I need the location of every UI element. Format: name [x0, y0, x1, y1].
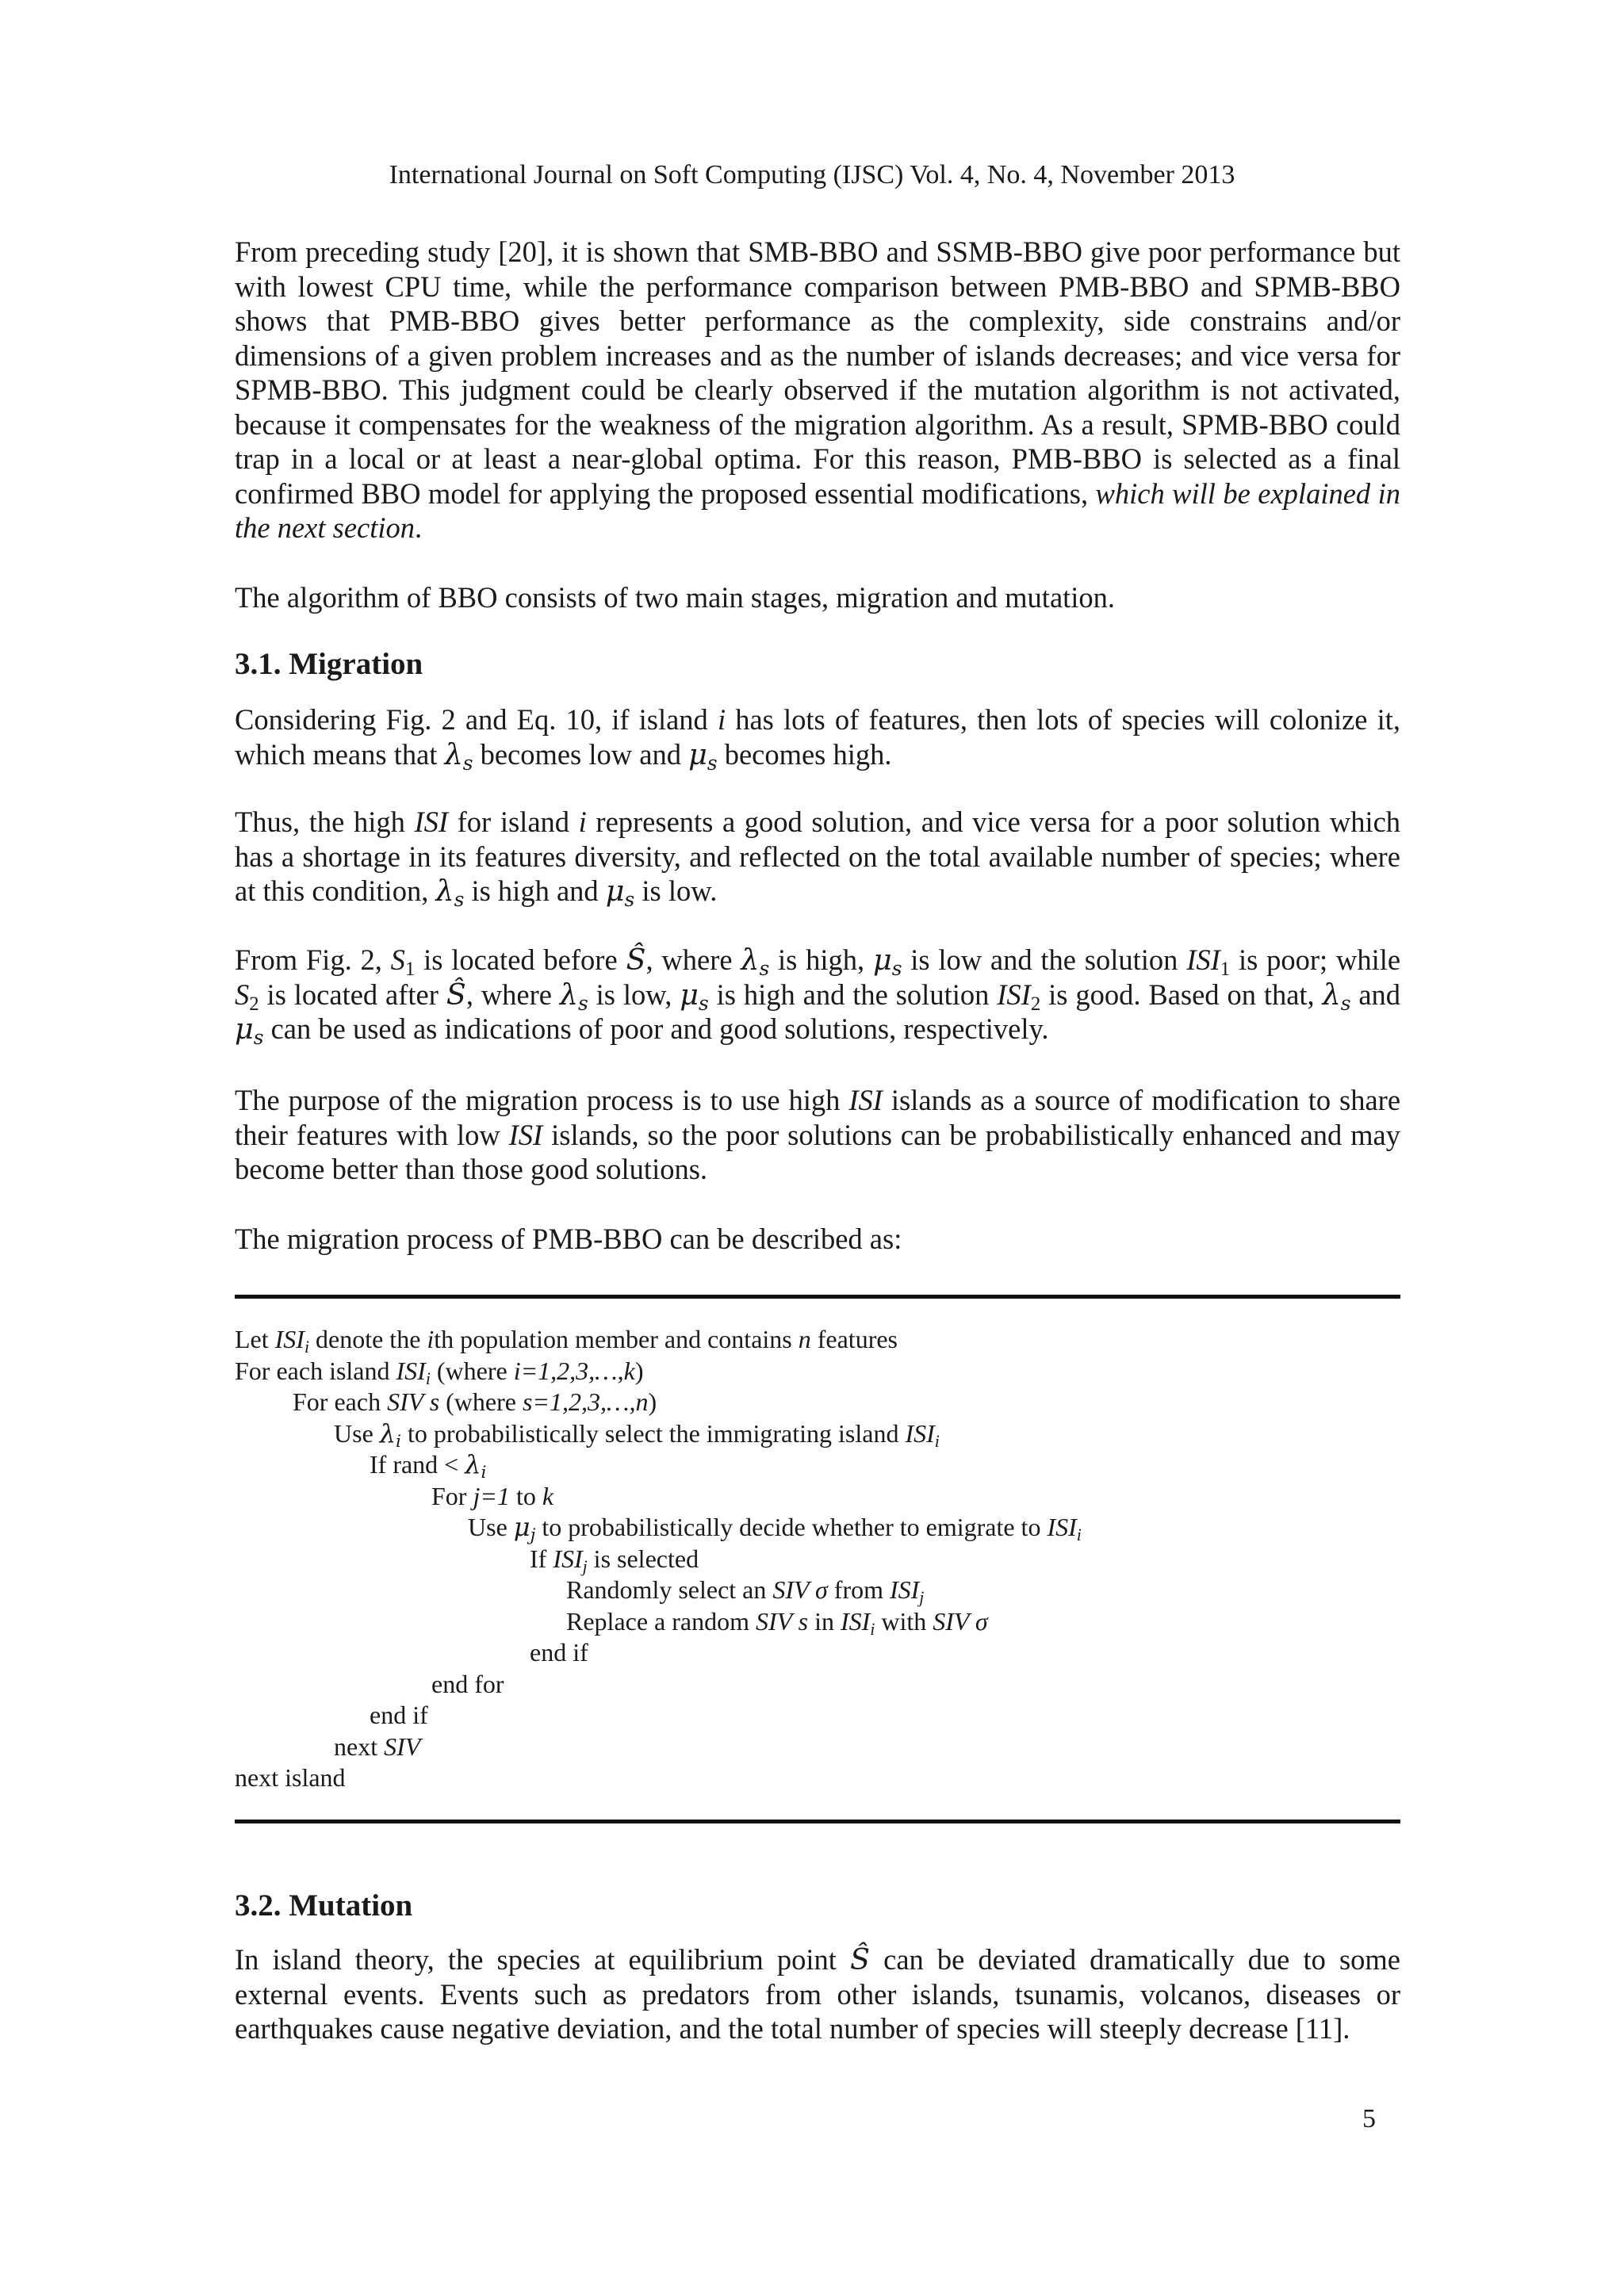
algorithm-line: end for: [431, 1669, 504, 1698]
mutation-paragraph-1: In island theory, the species at equilibrium point Ŝ can be deviated dramatically due to some external events. Events such as predators from other islands, tsunamis, volcanos, diseases or earthquakes cause negative deviation, and the total number of species will steeply decrease [11].: [235, 1942, 1400, 2045]
algorithm-top-rule: [235, 1295, 1400, 1299]
algorithm-line: Replace a random SIV s in $ISI_i$ with SIV σ: [566, 1606, 988, 1639]
migration-algorithm: [235, 1324, 1400, 1794]
migration-paragraph-2: Thus, the high ISI for island i represents a good solution, and vice versa for a poor solution which has a shortage in its features diversity, and reflected on the total available number of species; where at this condition, $\lambda_s$ is high and $\mu_s$ is low.: [235, 806, 1401, 911]
algorithm-line: For each SIV s (where s=1,2,3,…,n): [293, 1387, 657, 1416]
algorithm-line: end if: [370, 1701, 428, 1729]
intro-paragraph-2: The algorithm of BBO consists of two main stages, migration and mutation.: [235, 581, 1116, 614]
algorithm-line: Randomly select an SIV σ from $ISI_j$: [566, 1575, 925, 1608]
algorithm-bottom-rule: [235, 1820, 1400, 1823]
algorithm-line: If $ISI_j$ is selected: [530, 1544, 699, 1576]
intro-paragraph-1: From preceding study [20], it is shown that SMB-BBO and SSMB-BBO give poor performance but with lowest CPU time, while the performance comparison between PMB-BBO and SPMB-BBO shows that PMB-BBO gives better performance as the complexity, side constrains and/or dimensions of a given problem increases and as the number of islands decreases; and vice versa for SPMB-BBO. This judgment could be clearly observed if the mutation algorithm is not activated, because it compensates for the weakness of the migration algorithm. As a result, SPMB-BBO could trap in a local or at least a near-global optima. For this reason, PMB-BBO is selected as a final confirmed BBO model for applying the proposed essential modifications, which will be explained in the next section.: [235, 235, 1400, 544]
migration-paragraph-3: From Fig. 2, $S_1$ is located before Ŝ, where $\lambda_s$ is high, $\mu_s$ is low and the solution $ISI_1$ is poor; while $S_2$ is located after Ŝ, where $\lambda_s$ is low, $\mu_s$ is high and the solution $ISI_2$ is good. Based on that, $\lambda_s$ and $\mu_s$ can be used as indications of poor and good solutions, respectively.: [235, 943, 1401, 1049]
section-heading-migration: 3.1. Migration: [235, 647, 423, 681]
algorithm-line: next SIV: [334, 1732, 421, 1761]
page-number: 5: [1362, 2104, 1376, 2133]
migration-paragraph-4: The purpose of the migration process is to use high ISI islands as a source of modification to share their features with low ISI islands, so the poor solutions can be probabilistically enhanced and may become better than those good solutions.: [235, 1084, 1401, 1185]
algorithm-line: next island: [235, 1763, 346, 1792]
section-heading-mutation: 3.2. Mutation: [235, 1888, 413, 1923]
running-header: International Journal on Soft Computing (IJSC) Vol. 4, No. 4, November 2013: [389, 160, 1235, 189]
algorithm-line: Let $ISI_i$ denote the ith population member and contains n features: [235, 1325, 898, 1357]
algorithm-line: Use $\lambda_i$ to probabilistically select the immigrating island $ISI_i$: [334, 1418, 940, 1452]
algorithm-line: For j=1 to k: [431, 1481, 554, 1510]
migration-paragraph-5: The migration process of PMB-BBO can be described as:: [235, 1223, 902, 1255]
algorithm-line: For each island $ISI_i$ (where i=1,2,3,…,k): [235, 1356, 644, 1388]
algorithm-line: end if: [530, 1638, 588, 1667]
algorithm-line: If rand < $\lambda_i$: [370, 1449, 487, 1483]
algorithm-line: Use $\mu_j$ to probabilistically decide whether to emigrate to $ISI_i$: [468, 1512, 1082, 1546]
migration-paragraph-1: Considering Fig. 2 and Eq. 10, if island i has lots of features, then lots of species will colonize it, which means that $\lambda_s$ becomes low and $\mu_s$ becomes high.: [235, 703, 1401, 775]
